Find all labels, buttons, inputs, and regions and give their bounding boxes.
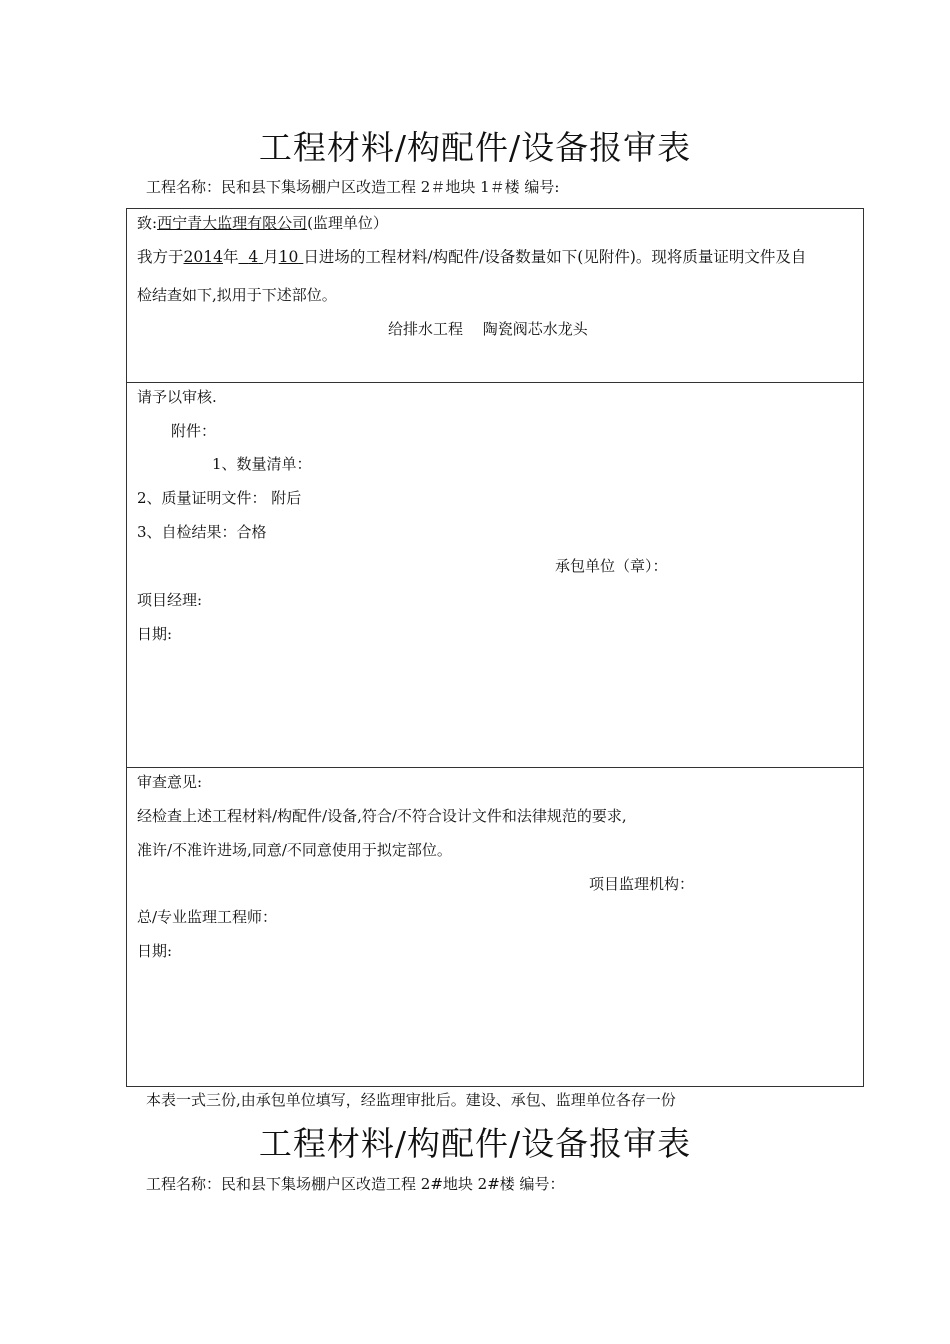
form-title-2: 工程材料/构配件/设备报审表: [258, 1124, 692, 1163]
entry-day: 10: [278, 248, 299, 266]
contractor-stamp: 承包单位（章）：: [555, 557, 668, 575]
month-label: 月: [263, 248, 279, 266]
review-line-2: 准许/不准许进场,同意/不同意使用于拟定部位。: [137, 841, 452, 859]
entry-month: 4: [248, 248, 259, 266]
review-line-1: 经检查上述工程材料/构配件/设备,符合/不符合设计文件和法律规范的要求,: [137, 807, 627, 825]
attachments-label: 附件：: [171, 422, 217, 440]
footnote: 本表一式三份,由承包单位填写，经监理审批后。建设、承包、监理单位各存一份: [146, 1091, 676, 1109]
intro-line-2: 检结查如下,拟用于下述部位。: [137, 286, 337, 304]
year-label: 年: [222, 248, 239, 266]
project-name-line: 工程名称：民和县下集场棚户区改造工程 2＃地块 1＃楼 编号:: [146, 178, 560, 196]
project-name-line-2: 工程名称：民和县下集场棚户区改造工程 2#地块 2#楼 编号：: [146, 1175, 565, 1193]
review-label: 审查意见:: [137, 773, 203, 791]
supervision-org: 项目监理机构：: [589, 875, 695, 893]
addressee-suffix: (监理单位）: [307, 214, 388, 232]
intro-line-1: [137, 247, 806, 267]
attachment-2: 2、质量证明文件： 附后: [137, 489, 302, 507]
usage-location: 给排水工程 陶瓷阀芯水龙头: [388, 320, 588, 338]
table-divider-2: [127, 767, 863, 768]
intro-text-2: 日进场的工程材料/构配件/设备数量如下(见附件)。现将质量证明文件及自: [303, 248, 807, 266]
attachment-1: 1、数量清单：: [212, 455, 312, 473]
table-divider-1: [127, 382, 863, 383]
supervision-unit-name: 西宁青大监理有限公司: [157, 214, 308, 232]
approval-table: [126, 208, 864, 1087]
addressee-prefix: 致:: [137, 214, 158, 232]
date-contractor: 日期:: [137, 625, 173, 643]
request-line: 请予以审核.: [137, 388, 217, 406]
addressee-line: [137, 213, 388, 233]
form-title: 工程材料/构配件/设备报审表: [258, 128, 692, 167]
intro-text-1: 我方于: [137, 248, 184, 266]
supervising-engineer: 总/专业监理工程师：: [137, 908, 278, 926]
date-supervision: 日期:: [137, 942, 173, 960]
project-manager: 项目经理:: [137, 591, 203, 609]
entry-year: 2014: [183, 248, 223, 266]
attachment-3: 3、自检结果：合格: [137, 523, 267, 541]
